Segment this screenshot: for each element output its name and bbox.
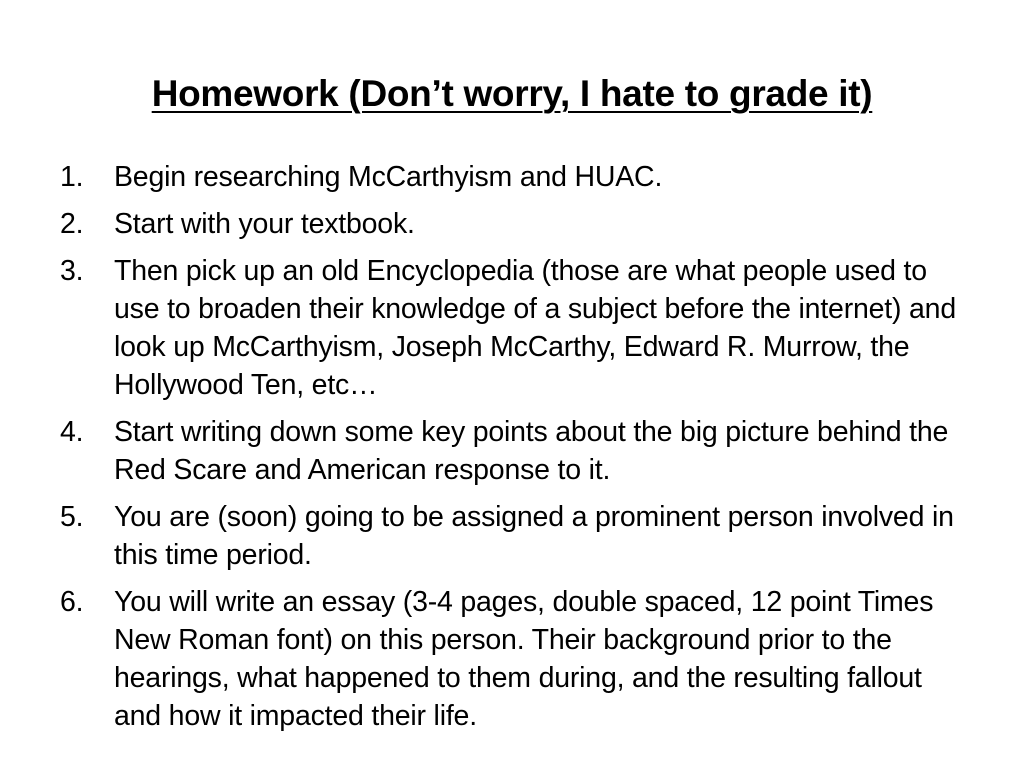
- list-item: [60, 413, 970, 489]
- slide-title: [0, 72, 1024, 116]
- list-item: [60, 498, 970, 574]
- item-text: You are (soon) going to be assigned a prominent person involved in this time period.: [114, 501, 954, 571]
- item-text: Start with your textbook.: [114, 208, 415, 240]
- item-text: Begin researching McCarthyism and HUAC.: [114, 161, 663, 193]
- item-number: 1.: [60, 161, 84, 193]
- item-number: 3.: [60, 255, 84, 287]
- list-item: [60, 252, 970, 404]
- item-number: 2.: [60, 208, 84, 240]
- item-text: Start writing down some key points about the big picture behind the Red Scare and American response to it.: [114, 416, 949, 486]
- list-item: [60, 583, 970, 735]
- item-text: Then pick up an old Encyclopedia (those are what people used to use to broaden their knowledge of a subject before the internet) and look up McCarthyism, Joseph McCarthy, Edward R. Murrow, the Hollywood Ten, etc…: [114, 255, 956, 401]
- item-text: You will write an essay (3-4 pages, double spaced, 12 point Times New Roman font) on this person. Their background prior to the hearings, what happened to them during, and the resulting fallout and how it impacted their life.: [114, 586, 934, 732]
- item-number: 4.: [60, 416, 84, 448]
- homework-list: [60, 158, 970, 744]
- list-item: [60, 205, 970, 243]
- list-item: [60, 158, 970, 196]
- item-number: 5.: [60, 501, 84, 533]
- slide-title-text: Homework (Don’t worry, I hate to grade it): [151, 73, 873, 114]
- item-number: 6.: [60, 586, 84, 618]
